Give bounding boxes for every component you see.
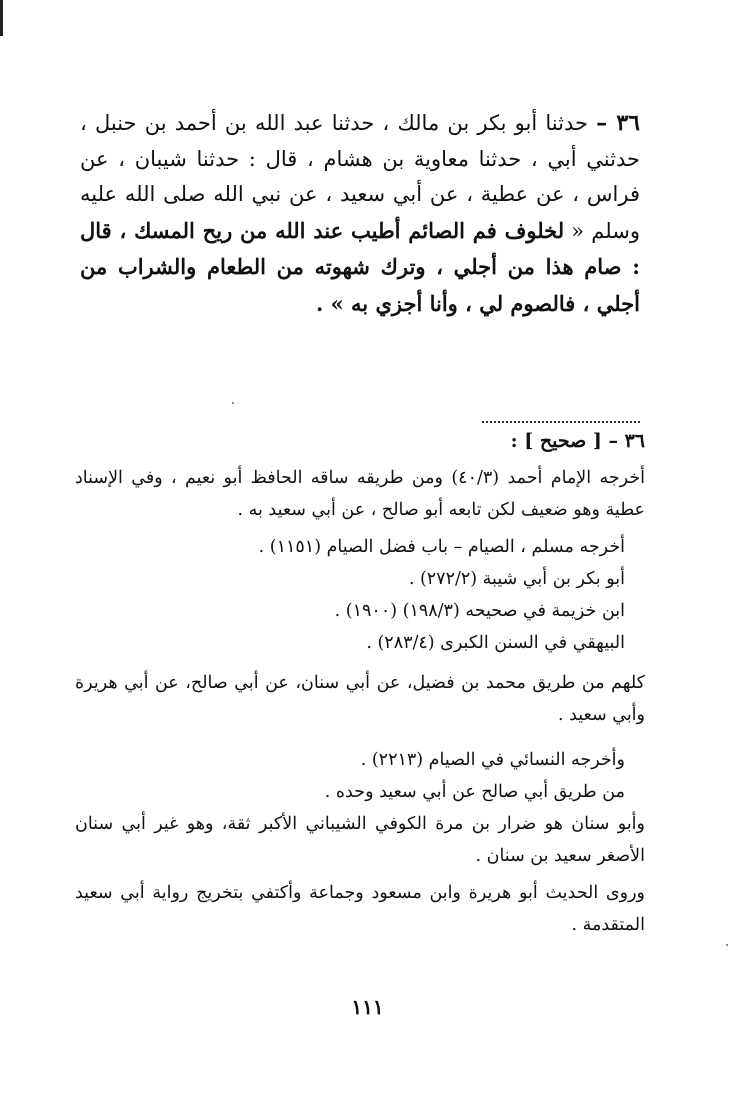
- speck: [232, 402, 234, 404]
- reference-line: البيهقي في السنن الكبرى (٢٨٣/٤) .: [366, 633, 625, 653]
- footnote-paragraph: وروى الحديث أبو هريرة وابن مسعود وجماعة وأكتفي بتخريج رواية أبي سعيد المتقدمة .: [75, 883, 645, 935]
- footnote-paragraph: وأبو سنان هو ضرار بن مرة الكوفي الشيباني الأكبر ثقة، وهو غير أبي سنان الأصغر سعيد بن سنان .: [75, 814, 645, 866]
- footnote-separator: [482, 421, 640, 423]
- hadith-matn: لخلوف فم الصائم أطيب عند الله من ريح المسك ، قال : صام هذا من أجلي ، وترك شهوته من الطعام والشراب من أجلي ، فالصوم لي ، وأنا أجزي به » .: [80, 217, 640, 316]
- scan-edge-mark: [0, 0, 3, 36]
- reference-line: من طريق أبي صالح عن أبي سعيد وحده .: [324, 782, 625, 802]
- hadith-text: [80, 106, 640, 322]
- reference-line: أبو بكر بن أبي شيبة (٢٧٢/٢) .: [408, 569, 625, 589]
- footnote-heading: ٣٦ – [ صحيح ] :: [510, 430, 645, 452]
- footnotes: [75, 425, 645, 946]
- reference-line: وأخرجه النسائي في الصيام (٢٢١٣) .: [360, 750, 625, 770]
- footnote-paragraph: كلهم من طريق محمد بن فضيل، عن أبي سنان، عن أبي صالح، عن أبي هريرة وأبي سعيد .: [75, 673, 645, 725]
- hadith-number: ٣٦ –: [596, 110, 640, 136]
- hadith-chain: حدثنا أبو بكر بن مالك ، حدثنا عبد الله بن أحمد بن حنبل ، حدثني أبي ، حدثنا معاوية بن هشام ، قال : حدثنا شيبان ، عن فراس ، عن عطية ، عن أبي سعيد ، عن نبي الله صلى الله عليه وسلم «: [80, 111, 640, 243]
- reference-line: أخرجه مسلم ، الصيام – باب فضل الصيام (١١٥١) .: [258, 537, 625, 557]
- footnote-paragraph: أخرجه الإمام أحمد (٤٠/٣) ومن طريقه ساقه الحافظ أبو نعيم ، وفي الإسناد عطية وهو ضعيف لكن تابعه أبو صالح ، عن أبي سعيد به .: [75, 468, 646, 520]
- speck: [726, 944, 728, 946]
- reference-line: ابن خزيمة في صحيحه (١٩٨/٣) (١٩٠٠) .: [334, 601, 625, 621]
- page-number: ١١١: [351, 995, 384, 1019]
